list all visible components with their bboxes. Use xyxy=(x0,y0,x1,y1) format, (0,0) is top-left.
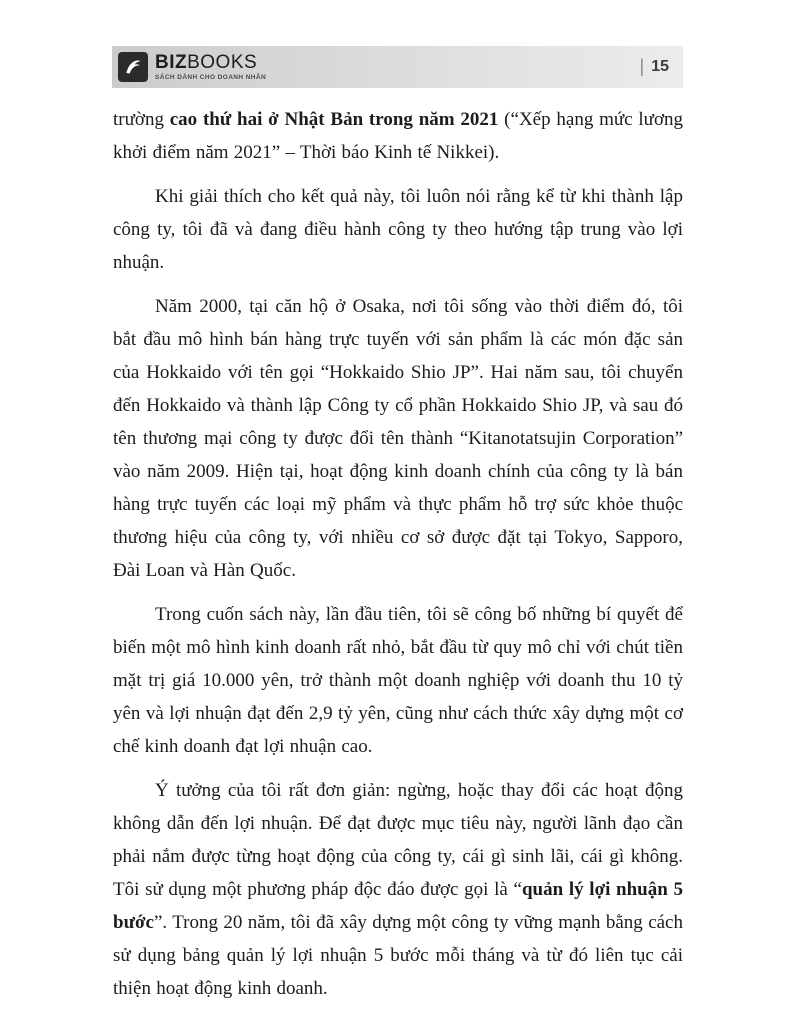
paragraph-5 xyxy=(113,774,683,1005)
paragraph-1-run-2-bold: cao thứ hai ở Nhật Bản trong năm 2021 xyxy=(169,109,499,130)
paragraph-5-run-3: ”. Trong 20 năm, tôi đã xây dựng một công ty vững mạnh bằng cách sử dụng bảng quản lý lợi nhuận 5 bước mỗi tháng và từ đó liên tục cải thiện hoạt động kinh doanh. xyxy=(113,912,683,999)
paragraph-5-run-2-bold: quản lý lợi nhuận 5 bước xyxy=(113,879,683,933)
header-band xyxy=(112,46,683,88)
bizbooks-logo xyxy=(118,52,266,82)
paragraph-4-run-1: Trong cuốn sách này, lần đầu tiên, tôi sẽ công bố những bí quyết để biến một mô hình kinh doanh rất nhỏ, bắt đầu từ quy mô chỉ với chút tiền mặt trị giá 10.000 yên, trở thành một doanh nghiệp với doanh thu 10 tỷ yên và lợi nhuận đạt đến 2,9 tỷ yên, cũng như cách thức xây dựng một cơ chế kinh doanh đạt lợi nhuận cao. xyxy=(113,604,683,757)
paragraph-3-run-1: Năm 2000, tại căn hộ ở Osaka, nơi tôi sống vào thời điểm đó, tôi bắt đầu mô hình bán hàng trực tuyến với sản phẩm là các món đặc sản của Hokkaido với tên gọi “Hokkaido Shio JP”. Hai năm sau, tôi chuyển đến Hokkaido và thành lập Công ty cổ phần Hokkaido Shio JP, và sau đó tên thương mại công ty được đổi tên thành “Kitanotatsujin Corporation” vào năm 2009. Hiện tại, hoạt động kinh doanh chính của công ty là bán hàng trực tuyến các loại mỹ phẩm và thực phẩm hỗ trợ sức khỏe thuộc thương hiệu của công ty, với nhiều cơ sở được đặt tại Tokyo, Sapporo, Đài Loan và Hàn Quốc. xyxy=(113,296,683,581)
bizbooks-logo-icon xyxy=(118,52,148,82)
page-header xyxy=(112,46,683,88)
brand-tagline: SÁCH DÀNH CHO DOANH NHÂN xyxy=(155,73,267,81)
page-number-separator: | xyxy=(639,55,645,76)
paragraph-4 xyxy=(113,598,683,763)
brand-name xyxy=(155,53,266,72)
paragraph-2 xyxy=(113,180,683,279)
brand-books: BOOKS xyxy=(187,51,258,73)
bizbooks-logo-text xyxy=(155,53,266,82)
paragraph-3 xyxy=(113,290,683,587)
page-content xyxy=(113,103,683,1016)
paragraph-1-run-3: (“Xếp hạng mức lương khởi điểm năm 2021” – Thời báo Kinh tế Nikkei). xyxy=(113,109,684,163)
page-number xyxy=(640,57,669,78)
paragraph-1-run-1: trường xyxy=(113,109,170,130)
page-number-value: 15 xyxy=(651,58,669,75)
paragraph-2-run-1: Khi giải thích cho kết quả này, tôi luôn nói rằng kể từ khi thành lập công ty, tôi đã và đang điều hành công ty theo hướng tập trung vào lợi nhuận. xyxy=(113,186,683,273)
paragraph-1 xyxy=(113,103,683,169)
brand-biz: BIZ xyxy=(155,51,188,73)
paragraph-5-run-1: Ý tưởng của tôi rất đơn giản: ngừng, hoặc thay đổi các hoạt động không dẫn đến lợi nhuận. Để đạt được mục tiêu này, người lãnh đạo cần phải nắm được từng hoạt động của công ty, cái gì sinh lãi, cái gì không. Tôi sử dụng một phương pháp độc đáo được gọi là “ xyxy=(113,780,683,900)
